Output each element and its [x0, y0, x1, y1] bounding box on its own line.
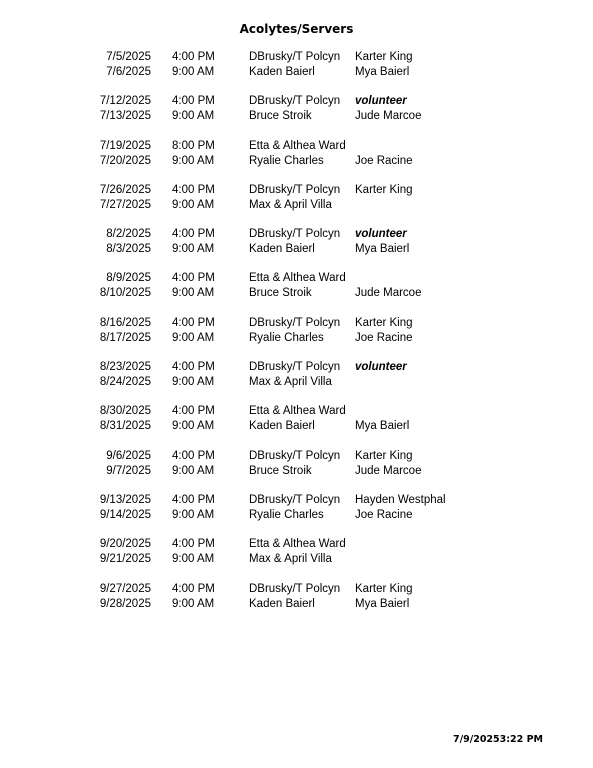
schedule-group — [0, 316, 593, 346]
time-cell: 4:00 PM — [172, 582, 215, 595]
time-cell: 4:00 PM — [172, 95, 215, 108]
date-cell: 8/31/2025 — [99, 420, 151, 433]
schedule-row — [0, 109, 593, 124]
time-cell: 9:00 AM — [172, 553, 215, 566]
schedule-group — [0, 360, 593, 390]
date-cell: 7/20/2025 — [99, 154, 151, 167]
date-cell: 9/7/2025 — [106, 464, 151, 477]
server-name-1: Kaden Baierl — [249, 597, 315, 610]
schedule-row — [0, 508, 593, 523]
server-name-2: Jude Marcoe — [355, 464, 422, 477]
time-cell: 9:00 AM — [172, 508, 215, 521]
date-cell: 9/28/2025 — [99, 597, 151, 610]
date-cell: 9/20/2025 — [99, 538, 151, 551]
date-cell: 8/23/2025 — [99, 361, 151, 374]
date-cell: 7/13/2025 — [99, 110, 151, 123]
date-cell: 8/2/2025 — [106, 228, 151, 241]
page-title: Acolytes/Servers — [239, 22, 354, 36]
time-cell: 9:00 AM — [172, 198, 215, 211]
server-name-2: Joe Racine — [355, 154, 413, 167]
date-cell: 7/26/2025 — [99, 183, 151, 196]
schedule-group — [0, 404, 593, 434]
server-name-1: Max & April Villa — [249, 198, 332, 211]
time-cell: 9:00 AM — [172, 420, 215, 433]
server-name-1: Etta & Althea Ward — [249, 139, 346, 152]
server-name-1: DBrusky/T Polcyn — [249, 582, 341, 595]
time-cell: 9:00 AM — [172, 597, 215, 610]
time-cell: 4:00 PM — [172, 51, 215, 63]
server-name-2: Karter King — [355, 582, 413, 595]
server-name-1: Etta & Althea Ward — [249, 538, 346, 551]
server-name-2: Hayden Westphal — [355, 493, 446, 506]
schedule-row — [0, 537, 593, 552]
schedule-row — [0, 198, 593, 213]
server-name-1: Bruce Stroik — [249, 110, 312, 123]
server-name-1: DBrusky/T Polcyn — [249, 361, 341, 374]
server-name-2: Joe Racine — [355, 331, 413, 344]
schedule-row — [0, 242, 593, 257]
time-cell: 4:00 PM — [172, 361, 215, 374]
server-name-2: Karter King — [355, 51, 413, 63]
server-name-2: Karter King — [355, 449, 413, 462]
server-name-2: Karter King — [355, 316, 413, 329]
server-name-1: DBrusky/T Polcyn — [249, 183, 341, 196]
schedule-row — [0, 271, 593, 286]
schedule-row — [0, 493, 593, 508]
schedule-row — [0, 227, 593, 242]
print-timestamp: 7/9/20253:22 PM — [453, 734, 543, 745]
time-cell: 4:00 PM — [172, 228, 215, 241]
time-cell: 9:00 AM — [172, 376, 215, 389]
server-name-1: Ryalie Charles — [249, 508, 324, 521]
server-name-1: DBrusky/T Polcyn — [249, 493, 341, 506]
schedule-group — [0, 449, 593, 479]
date-cell: 7/5/2025 — [106, 51, 151, 63]
schedule-row — [0, 316, 593, 331]
schedule-row — [0, 419, 593, 434]
server-name-2: Mya Baierl — [355, 243, 410, 256]
schedule-group — [0, 139, 593, 169]
schedule-row — [0, 94, 593, 109]
date-cell: 9/27/2025 — [99, 582, 151, 595]
server-name-2: Jude Marcoe — [355, 287, 422, 300]
server-name-1: Kaden Baierl — [249, 243, 315, 256]
date-cell: 9/6/2025 — [106, 449, 151, 462]
server-name-2: volunteer — [355, 228, 407, 241]
time-cell: 4:00 PM — [172, 316, 215, 329]
time-cell: 9:00 AM — [172, 154, 215, 167]
date-cell: 8/24/2025 — [99, 376, 151, 389]
schedule-group — [0, 50, 593, 80]
server-name-2: Mya Baierl — [355, 597, 410, 610]
time-cell: 4:00 PM — [172, 493, 215, 506]
schedule-row — [0, 582, 593, 597]
server-name-1: Kaden Baierl — [249, 66, 315, 78]
date-cell: 8/30/2025 — [99, 405, 151, 418]
schedule-row — [0, 154, 593, 169]
date-cell: 8/10/2025 — [99, 287, 151, 300]
schedule-group — [0, 537, 593, 567]
server-name-1: Etta & Althea Ward — [249, 272, 346, 285]
server-name-1: DBrusky/T Polcyn — [249, 228, 341, 241]
time-cell: 9:00 AM — [172, 110, 215, 123]
schedule-row — [0, 65, 593, 80]
schedule-row — [0, 404, 593, 419]
schedule-row — [0, 331, 593, 346]
schedule-group — [0, 183, 593, 213]
server-name-2: Jude Marcoe — [355, 110, 422, 123]
server-name-1: Max & April Villa — [249, 376, 332, 389]
server-name-1: DBrusky/T Polcyn — [249, 95, 341, 108]
time-cell: 4:00 PM — [172, 272, 215, 285]
date-cell: 9/14/2025 — [99, 508, 151, 521]
server-name-1: DBrusky/T Polcyn — [249, 449, 341, 462]
date-cell: 7/27/2025 — [99, 198, 151, 211]
time-cell: 4:00 PM — [172, 449, 215, 462]
server-name-1: Bruce Stroik — [249, 464, 312, 477]
date-cell: 7/12/2025 — [99, 95, 151, 108]
date-cell: 8/9/2025 — [106, 272, 151, 285]
server-name-2: Mya Baierl — [355, 420, 410, 433]
schedule-row — [0, 375, 593, 390]
schedule-row — [0, 449, 593, 464]
time-cell: 4:00 PM — [172, 183, 215, 196]
server-name-1: Max & April Villa — [249, 553, 332, 566]
schedule-row — [0, 597, 593, 612]
server-name-2: Mya Baierl — [355, 66, 410, 78]
schedule-group — [0, 227, 593, 257]
schedule-row — [0, 50, 593, 65]
server-name-2: volunteer — [355, 361, 407, 374]
time-cell: 9:00 AM — [172, 66, 215, 78]
server-name-1: Etta & Althea Ward — [249, 405, 346, 418]
time-cell: 9:00 AM — [172, 243, 215, 256]
date-cell: 9/21/2025 — [99, 553, 151, 566]
server-name-1: DBrusky/T Polcyn — [249, 51, 341, 63]
schedule-row — [0, 139, 593, 154]
time-cell: 9:00 AM — [172, 287, 215, 300]
schedule-row — [0, 464, 593, 479]
time-cell: 9:00 AM — [172, 331, 215, 344]
schedule-row — [0, 552, 593, 567]
server-name-1: Ryalie Charles — [249, 154, 324, 167]
schedule-row — [0, 286, 593, 301]
server-name-2: Karter King — [355, 183, 413, 196]
schedule-group — [0, 271, 593, 301]
time-cell: 9:00 AM — [172, 464, 215, 477]
time-cell: 8:00 PM — [172, 139, 215, 152]
schedule-row — [0, 360, 593, 375]
server-name-2: Joe Racine — [355, 508, 413, 521]
server-name-2: volunteer — [355, 95, 407, 108]
date-cell: 9/13/2025 — [99, 493, 151, 506]
schedule-group — [0, 493, 593, 523]
date-cell: 8/16/2025 — [99, 316, 151, 329]
server-name-1: Ryalie Charles — [249, 331, 324, 344]
schedule-group — [0, 94, 593, 124]
server-name-1: Bruce Stroik — [249, 287, 312, 300]
schedule-list — [0, 50, 593, 626]
date-cell: 8/17/2025 — [99, 331, 151, 344]
time-cell: 4:00 PM — [172, 405, 215, 418]
schedule-group — [0, 582, 593, 612]
server-name-1: Kaden Baierl — [249, 420, 315, 433]
schedule-row — [0, 183, 593, 198]
server-name-1: DBrusky/T Polcyn — [249, 316, 341, 329]
date-cell: 7/6/2025 — [106, 66, 151, 78]
date-cell: 7/19/2025 — [99, 139, 151, 152]
time-cell: 4:00 PM — [172, 538, 215, 551]
date-cell: 8/3/2025 — [106, 243, 151, 256]
